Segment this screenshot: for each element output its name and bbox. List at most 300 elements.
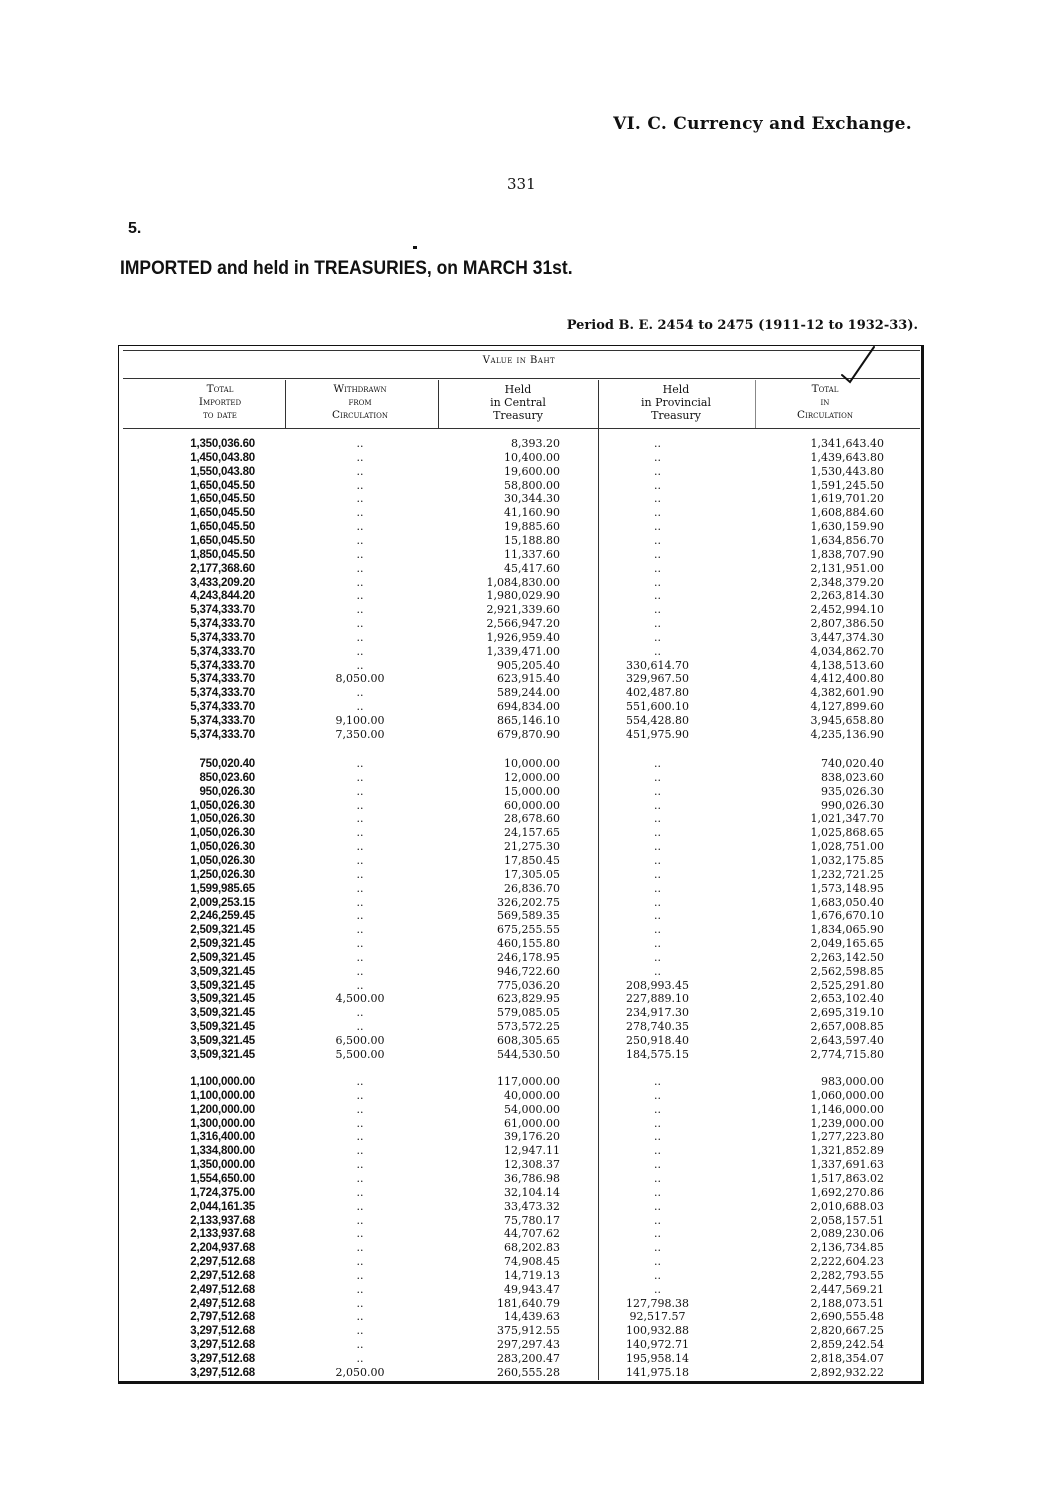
section-number: 5.	[128, 220, 142, 237]
table-row	[0, 700, 1040, 714]
cell-provincial-treasury: ..	[654, 1088, 661, 1102]
table-row	[0, 1227, 1040, 1241]
cell-withdrawn: ..	[356, 1102, 364, 1116]
cell-total-imported: 1,200,000.00	[190, 1103, 255, 1116]
cell-central-treasury: 260,555.28	[497, 1365, 560, 1379]
cell-total-imported: 5,374,333.70	[190, 645, 255, 658]
cell-total-imported: 1,599,985.65	[190, 882, 255, 895]
cell-total-imported: 3,509,321.45	[190, 1048, 255, 1061]
table-row	[0, 1269, 1040, 1283]
cell-central-treasury: 2,921,339.60	[486, 603, 560, 617]
cell-provincial-treasury: 184,575.15	[626, 1047, 689, 1061]
cell-withdrawn: 6,500.00	[335, 1034, 385, 1047]
cell-withdrawn: ..	[356, 909, 364, 923]
cell-provincial-treasury: 330,614.70	[626, 658, 689, 672]
table-row	[0, 1214, 1040, 1228]
cell-total-circulation: 2,447,569.21	[810, 1282, 884, 1296]
table-row	[0, 1255, 1040, 1269]
cell-provincial-treasury: ..	[654, 950, 661, 964]
cell-provincial-treasury: 208,993.45	[626, 978, 689, 992]
cell-total-imported: 2,246,259.45	[190, 910, 255, 923]
cell-total-imported: 750,020.40	[199, 758, 255, 770]
cell-provincial-treasury: 451,975.90	[626, 727, 689, 741]
cell-central-treasury: 460,155.80	[497, 937, 560, 951]
cell-total-circulation: 3,447,374.30	[810, 630, 884, 644]
cell-total-imported: 5,374,333.70	[190, 687, 255, 700]
cell-provincial-treasury: ..	[654, 1282, 661, 1296]
cell-withdrawn: ..	[356, 1255, 364, 1269]
cell-provincial-treasury: ..	[654, 1075, 661, 1088]
table-row	[0, 1366, 1040, 1380]
table-row	[0, 1006, 1040, 1020]
table-row	[0, 785, 1040, 799]
cell-central-treasury: 579,085.05	[497, 1006, 560, 1020]
cell-central-treasury: 283,200.47	[497, 1352, 560, 1365]
cell-total-imported: 1,650,045.50	[190, 479, 255, 492]
cell-total-circulation: 1,683,050.40	[810, 895, 884, 909]
cell-provincial-treasury: ..	[654, 437, 661, 450]
cell-provincial-treasury: ..	[654, 492, 661, 506]
table-row	[0, 992, 1040, 1006]
cell-total-circulation: 1,692,270.86	[810, 1185, 884, 1199]
cell-central-treasury: 49,943.47	[504, 1282, 560, 1296]
cell-provincial-treasury: 227,889.10	[626, 992, 689, 1006]
cell-provincial-treasury: ..	[654, 1185, 661, 1199]
cell-total-circulation: 3,945,658.80	[810, 714, 884, 727]
cell-total-imported: 5,374,333.70	[190, 673, 255, 686]
cell-total-imported: 2,133,937.68	[190, 1214, 255, 1227]
cell-total-circulation: 1,591,245.50	[810, 478, 884, 492]
cell-central-treasury: 623,829.95	[497, 992, 560, 1006]
cell-total-imported: 1,050,026.30	[190, 854, 255, 867]
cell-central-treasury: 32,104.14	[504, 1185, 560, 1199]
cell-withdrawn: ..	[356, 630, 364, 644]
cell-central-treasury: 694,834.00	[497, 700, 560, 714]
column-header-central-treasury: Held in Central Treasury	[490, 383, 546, 422]
cell-central-treasury: 33,473.32	[504, 1199, 560, 1213]
cell-provincial-treasury: ..	[654, 798, 661, 812]
cell-central-treasury: 58,800.00	[504, 478, 560, 492]
table-row	[0, 757, 1040, 771]
cell-central-treasury: 14,439.63	[504, 1310, 560, 1324]
cell-total-circulation: 2,058,157.51	[810, 1213, 884, 1227]
cell-total-circulation: 1,838,707.90	[810, 547, 884, 561]
cell-provincial-treasury: 554,428.80	[626, 714, 689, 727]
cell-total-circulation: 2,136,734.85	[810, 1241, 884, 1255]
cell-central-treasury: 17,305.05	[504, 867, 560, 881]
cell-total-imported: 2,297,512.68	[190, 1269, 255, 1282]
cell-provincial-treasury: 234,917.30	[626, 1006, 689, 1020]
cell-central-treasury: 544,530.50	[497, 1047, 560, 1061]
table-row	[0, 1283, 1040, 1297]
handwritten-check-mark	[836, 345, 886, 385]
cell-provincial-treasury: ..	[654, 533, 661, 547]
cell-total-imported: 1,724,375.00	[190, 1186, 255, 1199]
cell-withdrawn: ..	[356, 1213, 364, 1227]
cell-withdrawn: ..	[356, 950, 364, 964]
cell-withdrawn: ..	[356, 1144, 364, 1158]
table-row	[0, 937, 1040, 951]
cell-withdrawn: ..	[356, 1075, 364, 1088]
table-row	[0, 951, 1040, 965]
cell-provincial-treasury: ..	[654, 840, 661, 854]
cell-central-treasury: 297,297.43	[497, 1338, 560, 1352]
cell-withdrawn: ..	[356, 1020, 364, 1034]
cell-provincial-treasury: ..	[654, 561, 661, 575]
cell-withdrawn: ..	[356, 589, 364, 603]
cell-central-treasury: 1,339,471.00	[486, 644, 560, 658]
cell-provincial-treasury: ..	[654, 895, 661, 909]
cell-total-imported: 2,044,161.35	[190, 1200, 255, 1213]
table-row	[0, 1103, 1040, 1117]
cell-central-treasury: 68,202.83	[504, 1241, 560, 1255]
cell-total-imported: 850,023.60	[199, 771, 255, 784]
cell-total-circulation: 1,573,148.95	[810, 881, 884, 895]
cell-total-imported: 1,350,000.00	[190, 1159, 255, 1172]
cell-withdrawn: ..	[356, 812, 364, 826]
cell-central-treasury: 117,000.00	[497, 1075, 560, 1088]
cell-withdrawn: ..	[356, 533, 364, 547]
table-row	[0, 728, 1040, 742]
cell-central-treasury: 61,000.00	[504, 1116, 560, 1130]
cell-total-circulation: 2,049,165.65	[810, 937, 884, 951]
cell-withdrawn: ..	[356, 757, 364, 770]
column-header-total-circulation: Total in Circulation	[797, 383, 853, 421]
cell-provincial-treasury: 92,517.57	[629, 1310, 686, 1324]
table-row	[0, 479, 1040, 493]
cell-total-imported: 3,509,321.45	[190, 979, 255, 992]
cell-withdrawn: ..	[356, 464, 364, 478]
cell-provincial-treasury: ..	[654, 1116, 661, 1130]
cell-provincial-treasury: ..	[654, 1199, 661, 1213]
cell-total-circulation: 1,630,159.90	[810, 520, 884, 534]
cell-provincial-treasury: ..	[654, 1171, 661, 1185]
cell-central-treasury: 1,926,959.40	[486, 630, 560, 644]
cell-central-treasury: 865,146.10	[497, 714, 560, 727]
table-row	[0, 1117, 1040, 1131]
cell-total-imported: 1,650,045.50	[190, 493, 255, 506]
cell-withdrawn: 9,100.00	[335, 714, 385, 727]
cell-total-imported: 2,204,937.68	[190, 1242, 255, 1255]
cell-total-imported: 1,554,650.00	[190, 1172, 255, 1185]
table-row	[0, 1130, 1040, 1144]
table-row	[0, 1048, 1040, 1062]
table-row	[0, 1186, 1040, 1200]
cell-total-circulation: 1,634,856.70	[810, 533, 884, 547]
table-row	[0, 1241, 1040, 1255]
cell-provincial-treasury: ..	[654, 1213, 661, 1227]
table-row	[0, 909, 1040, 923]
cell-total-circulation: 1,530,443.80	[810, 464, 884, 478]
cell-total-imported: 1,650,045.50	[190, 521, 255, 534]
table-row	[0, 868, 1040, 882]
cell-total-imported: 1,050,026.30	[190, 841, 255, 854]
cell-central-treasury: 54,000.00	[504, 1102, 560, 1116]
cell-provincial-treasury: ..	[654, 812, 661, 826]
cell-central-treasury: 181,640.79	[497, 1296, 560, 1310]
table-row	[0, 506, 1040, 520]
cell-total-imported: 3,509,321.45	[190, 1007, 255, 1020]
cell-central-treasury: 10,400.00	[504, 450, 560, 464]
cell-total-circulation: 1,337,691.63	[810, 1158, 884, 1172]
table-row	[0, 548, 1040, 562]
cell-withdrawn: 5,500.00	[335, 1047, 385, 1061]
cell-central-treasury: 946,722.60	[497, 964, 560, 978]
cell-withdrawn: ..	[356, 784, 364, 798]
table-row	[0, 840, 1040, 854]
cell-total-circulation: 1,028,751.00	[810, 840, 884, 854]
cell-withdrawn: ..	[356, 1185, 364, 1199]
cell-central-treasury: 39,176.20	[504, 1130, 560, 1144]
cell-provincial-treasury: 127,798.38	[626, 1296, 689, 1310]
cell-withdrawn: ..	[356, 644, 364, 658]
cell-provincial-treasury: ..	[654, 757, 661, 770]
cell-central-treasury: 74,908.45	[504, 1255, 560, 1269]
cell-central-treasury: 17,850.45	[504, 853, 560, 867]
table-row	[0, 826, 1040, 840]
cell-withdrawn: 4,500.00	[335, 992, 385, 1006]
page-title: IMPORTED and held in TREASURIES, on MARCH 31st.	[120, 258, 573, 279]
table-row	[0, 1324, 1040, 1338]
cell-provincial-treasury: ..	[654, 506, 661, 520]
cell-total-circulation: 1,239,000.00	[810, 1116, 884, 1130]
cell-withdrawn: ..	[356, 658, 364, 672]
cell-total-circulation: 838,023.60	[821, 770, 884, 784]
cell-total-imported: 2,297,512.68	[190, 1256, 255, 1269]
cell-provincial-treasury: ..	[654, 1144, 661, 1158]
cell-withdrawn: ..	[356, 1199, 364, 1213]
table-row	[0, 562, 1040, 576]
table-row	[0, 1338, 1040, 1352]
table-row	[0, 686, 1040, 700]
cell-provincial-treasury: ..	[654, 644, 661, 658]
cell-total-circulation: 1,277,223.80	[810, 1130, 884, 1144]
cell-provincial-treasury: ..	[654, 881, 661, 895]
cell-total-circulation: 1,060,000.00	[810, 1088, 884, 1102]
cell-total-imported: 2,509,321.45	[190, 938, 255, 951]
cell-central-treasury: 26,836.70	[504, 881, 560, 895]
cell-central-treasury: 19,600.00	[504, 464, 560, 478]
cell-total-circulation: 2,807,386.50	[810, 617, 884, 631]
cell-total-circulation: 2,695,319.10	[810, 1006, 884, 1020]
cell-total-circulation: 740,020.40	[821, 757, 884, 770]
cell-total-circulation: 983,000.00	[821, 1075, 884, 1088]
table-row	[0, 799, 1040, 813]
cell-total-circulation: 1,834,065.90	[810, 923, 884, 937]
cell-total-imported: 2,509,321.45	[190, 951, 255, 964]
cell-withdrawn: ..	[356, 1241, 364, 1255]
cell-total-circulation: 1,439,643.80	[810, 450, 884, 464]
cell-withdrawn: ..	[356, 603, 364, 617]
cell-withdrawn: ..	[356, 700, 364, 714]
cell-total-imported: 2,133,937.68	[190, 1228, 255, 1241]
cell-withdrawn: ..	[356, 881, 364, 895]
cell-total-circulation: 1,608,884.60	[810, 506, 884, 520]
cell-central-treasury: 28,678.60	[504, 812, 560, 826]
cell-central-treasury: 573,572.25	[497, 1020, 560, 1034]
cell-withdrawn: ..	[356, 853, 364, 867]
cell-total-imported: 2,497,512.68	[190, 1297, 255, 1310]
cell-total-imported: 5,374,333.70	[190, 604, 255, 617]
cell-central-treasury: 12,947.11	[504, 1144, 560, 1158]
cell-withdrawn: ..	[356, 1338, 364, 1352]
cell-withdrawn: ..	[356, 1352, 364, 1365]
cell-provincial-treasury: ..	[654, 1255, 661, 1269]
cell-total-circulation: 2,892,932.22	[810, 1365, 884, 1379]
column-divider	[285, 380, 286, 428]
cell-withdrawn: ..	[356, 561, 364, 575]
cell-total-circulation: 2,263,814.30	[810, 589, 884, 603]
cell-withdrawn: ..	[356, 617, 364, 631]
cell-provincial-treasury: 551,600.10	[626, 700, 689, 714]
cell-provincial-treasury: ..	[654, 853, 661, 867]
cell-withdrawn: ..	[356, 506, 364, 520]
cell-withdrawn: ..	[356, 686, 364, 700]
column-divider	[755, 380, 756, 428]
table-row	[0, 1075, 1040, 1089]
cell-provincial-treasury: ..	[654, 575, 661, 589]
cell-total-imported: 3,509,321.45	[190, 993, 255, 1006]
cell-withdrawn: ..	[356, 770, 364, 784]
cell-total-imported: 3,297,512.68	[190, 1366, 255, 1379]
cell-withdrawn: ..	[356, 937, 364, 951]
cell-withdrawn: 7,350.00	[335, 727, 385, 741]
cell-total-circulation: 2,089,230.06	[810, 1227, 884, 1241]
cell-total-circulation: 990,026.30	[821, 798, 884, 812]
cell-withdrawn: ..	[356, 1282, 364, 1296]
cell-withdrawn: ..	[356, 520, 364, 534]
cell-total-circulation: 2,222,604.23	[810, 1255, 884, 1269]
cell-total-imported: 2,497,512.68	[190, 1283, 255, 1296]
cell-total-circulation: 4,127,899.60	[810, 700, 884, 714]
cell-total-imported: 1,050,026.30	[190, 827, 255, 840]
cell-central-treasury: 679,870.90	[497, 727, 560, 741]
table-row	[0, 465, 1040, 479]
cell-total-imported: 1,550,043.80	[190, 465, 255, 478]
cell-provincial-treasury: ..	[654, 867, 661, 881]
table-row	[0, 812, 1040, 826]
cell-total-imported: 5,374,333.70	[190, 631, 255, 644]
cell-central-treasury: 623,915.40	[497, 672, 560, 686]
cell-total-imported: 1,350,036.60	[190, 438, 255, 450]
cell-total-imported: 5,374,333.70	[190, 659, 255, 672]
cell-total-imported: 3,433,209.20	[190, 576, 255, 589]
table-rule	[123, 428, 920, 429]
cell-withdrawn: ..	[356, 575, 364, 589]
cell-total-circulation: 2,653,102.40	[810, 992, 884, 1006]
table-row	[0, 965, 1040, 979]
cell-withdrawn: ..	[356, 1088, 364, 1102]
cell-withdrawn: ..	[356, 492, 364, 506]
table-row	[0, 492, 1040, 506]
cell-central-treasury: 45,417.60	[504, 561, 560, 575]
cell-total-circulation: 1,025,868.65	[810, 826, 884, 840]
cell-total-imported: 3,297,512.68	[190, 1339, 255, 1352]
cell-total-circulation: 2,452,994.10	[810, 603, 884, 617]
table-row	[0, 534, 1040, 548]
cell-provincial-treasury: 141,975.18	[626, 1365, 689, 1379]
cell-central-treasury: 24,157.65	[504, 826, 560, 840]
table-rule	[123, 378, 920, 379]
cell-central-treasury: 19,885.60	[504, 520, 560, 534]
cell-provincial-treasury: ..	[654, 589, 661, 603]
cell-withdrawn: ..	[356, 1130, 364, 1144]
cell-provincial-treasury: 278,740.35	[626, 1020, 689, 1034]
cell-total-imported: 1,300,000.00	[190, 1117, 255, 1130]
cell-total-imported: 5,374,333.70	[190, 701, 255, 714]
cell-withdrawn: ..	[356, 450, 364, 464]
cell-total-imported: 1,100,000.00	[190, 1089, 255, 1102]
cell-central-treasury: 326,202.75	[497, 895, 560, 909]
table-row	[0, 1352, 1040, 1366]
cell-central-treasury: 15,188.80	[504, 533, 560, 547]
cell-central-treasury: 8,393.20	[511, 437, 560, 450]
cell-withdrawn: ..	[356, 1006, 364, 1020]
table-row	[0, 882, 1040, 896]
table-row	[0, 1158, 1040, 1172]
cell-central-treasury: 60,000.00	[504, 798, 560, 812]
section-header: VI. C. Currency and Exchange.	[613, 114, 912, 134]
table-row	[0, 617, 1040, 631]
cell-provincial-treasury: ..	[654, 1241, 661, 1255]
table-row	[0, 1020, 1040, 1034]
table-row	[0, 896, 1040, 910]
cell-total-circulation: 1,676,670.10	[810, 909, 884, 923]
cell-provincial-treasury: 140,972.71	[626, 1338, 689, 1352]
table-row	[0, 1200, 1040, 1214]
cell-total-imported: 1,250,026.30	[190, 868, 255, 881]
table-row	[0, 451, 1040, 465]
cell-total-circulation: 2,820,667.25	[810, 1324, 884, 1338]
cell-withdrawn: ..	[356, 923, 364, 937]
cell-total-circulation: 2,774,715.80	[810, 1047, 884, 1061]
cell-total-circulation: 2,818,354.07	[810, 1352, 884, 1365]
cell-withdrawn: ..	[356, 1227, 364, 1241]
cell-provincial-treasury: ..	[654, 520, 661, 534]
table-row	[0, 1089, 1040, 1103]
cell-provincial-treasury: ..	[654, 1130, 661, 1144]
cell-total-imported: 5,374,333.70	[190, 618, 255, 631]
table-row	[0, 854, 1040, 868]
page-number: 331	[507, 175, 536, 193]
cell-total-circulation: 4,382,601.90	[810, 686, 884, 700]
cell-withdrawn: ..	[356, 840, 364, 854]
cell-central-treasury: 10,000.00	[504, 757, 560, 770]
cell-total-circulation: 2,643,597.40	[810, 1034, 884, 1047]
cell-provincial-treasury: ..	[654, 617, 661, 631]
table-row	[0, 520, 1040, 534]
cell-provincial-treasury: ..	[654, 478, 661, 492]
table-row	[0, 603, 1040, 617]
cell-total-imported: 3,297,512.68	[190, 1353, 255, 1365]
cell-total-imported: 1,850,045.50	[190, 548, 255, 561]
cell-total-circulation: 2,525,291.80	[810, 978, 884, 992]
cell-central-treasury: 15,000.00	[504, 784, 560, 798]
cell-total-imported: 2,797,512.68	[190, 1311, 255, 1324]
cell-central-treasury: 775,036.20	[497, 978, 560, 992]
table-row	[0, 437, 1040, 451]
cell-provincial-treasury: ..	[654, 603, 661, 617]
cell-withdrawn: ..	[356, 1171, 364, 1185]
cell-provincial-treasury: ..	[654, 770, 661, 784]
cell-central-treasury: 44,707.62	[504, 1227, 560, 1241]
cell-central-treasury: 14,719.13	[504, 1268, 560, 1282]
cell-central-treasury: 21,275.30	[504, 840, 560, 854]
cell-provincial-treasury: ..	[654, 923, 661, 937]
cell-total-circulation: 1,341,643.40	[810, 437, 884, 450]
cell-provincial-treasury: 402,487.80	[626, 686, 689, 700]
cell-total-imported: 1,334,800.00	[190, 1145, 255, 1158]
